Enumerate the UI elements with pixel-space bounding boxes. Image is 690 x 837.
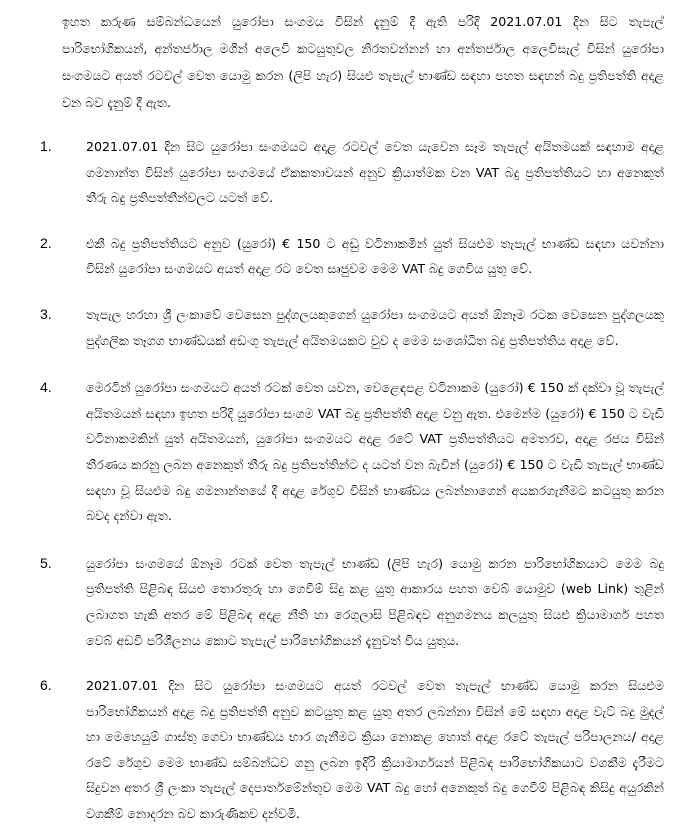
list-item [40, 551, 664, 653]
item-number: 1. [40, 138, 52, 154]
item-text: 2021.07.01 දින සිට යුරෝපා සංගමයට අදාළ රටවල් වෙත යැවෙන සෑම තැපැල් අයිතමයක් සඳහාම අදාළ ගමනාන්ත විසින් යුරෝපා සංගමයේ ඒකකතාවයන් අනුව ක්‍රියාත්මක වන VAT බදු ප්‍රතිපත්තියට හා අනෙකුත් තීරු බදු ප්‍රතිපත්තීන්වලට යටත් වේ. [86, 139, 664, 206]
item-text: යුරෝපා සංගමයේ ඕනෑම රටක් වෙත තැපැල් භාණ්ඩ (ලිපි හැර) යොමු කරන පාරිභෝගිකයාට මෙම බදු ප්‍රතිපත්ති පිළිබඳ සියළු තොරතුරු හා ගෙවීම් සිදු කළ යුතු ආකාරය පහත වෙබ් යොමුව (web Link) තුළින් ලබාගත හැකි අතර මේ පිළිබඳ අදාළ නීති හා රෙගුලාසි පිළිබඳව අනුගමනය කලයුතු සියළු ක්‍රියාමාර්ග පහත වෙබ් අඩවි පරිශීලනය කොට තැපැල් පාරිභෝගිකයන් දැනුවත් විය යුතුය. [86, 555, 664, 648]
list-item [40, 673, 664, 827]
item-number: 2. [40, 234, 52, 251]
item-number: 4. [40, 379, 52, 396]
list-item [40, 231, 664, 282]
item-text: තැපැල හරහා ශ්‍රී ලංකාවේ වෙසෙන පුද්ගලයකුගෙන් යුරෝපා සංගමයට අයත් ඕනෑම රටක වෙසෙන පුද්ගලයකු පුද්ගලික තෑගග භාණ්ඩයක් අඩංගු තැපැල් අයිතමයකට වුව ද මෙම සංශෝධිත බදු ප්‍රතිපත්තිය අදාළ වේ. [86, 306, 664, 348]
item-text: එකී බදු ප්‍රතිපත්තියට අනුව (යුරෝ) € 150 ට අඩු වටිනාකමින් යුත් සියළුම තැපැල් භාණ්ඩ සඳහා යවන්නා විසින් යුරෝපා සංගමයට අයත් අදාළ රට වෙත සෘජුවම මෙම VAT බදු ගෙවිය යුතු වේ. [86, 235, 664, 277]
list-item [40, 134, 664, 211]
item-number: 6. [40, 677, 52, 694]
item-text: මෙරටින් යුරෝපා සංගමයට අයත් රටක් වෙත යවන, වෙළෙඳපළ වටිනාකම (යුරෝ) € 150 ක් දක්වා වූ තැපැල් අයිතමයන් සඳහා ඉහත පරිදි යුරෝපා සංගම VAT බදු ප්‍රතිපත්ති අදාළ වනු ඇත. එමෙන්ම (යුරෝ) € 150 ට වැඩි වටිනාකමකින් යුත් අයිතමයන්, යුරෝපා සංගමයට අදාළ රටේ VAT ප්‍රතිපත්තියට අමතරව, අදාළ රජය විසින් තීරණය කරනු ලබන අනෙකුත් තීරු බදු ප්‍රතිපත්තින්ට ද යටත් වන බැවින් (යුරෝ) € 150 ට වැඩි තැපැල් භාණ්ඩ සඳහා වූ සියළුම බදු ගමනාන්තයේ දී අදාළ රේගුව විසින් භාණ්ඩය ලබන්නාගෙන් අයකරගැනීමට කටයුතු කරන බවද දන්වා ඇත. [86, 380, 664, 524]
list-item [40, 302, 664, 353]
item-number: 5. [40, 554, 52, 571]
item-text: 2021.07.01 දින සිට යුරෝපා සංගමයට අයත් රටවල් වෙත තැපැල් භාණ්ඩ යොමු කරන සියළුම පාරිභෝගිකයන් අදාළ බදු ප්‍රතිපත්ති අනුව කටයුතු කළ යුතු අතර ලබන්නා විසින් මේ සඳහා අදාළ වැට් බදු මුදල් හා මෙහෙයුම් ගාස්තු ගෙවා භාණ්ඩය භාර ගැනීමට ක්‍රියා නොකළ හොත් අදාළ රටේ තැපැල් පරිපාලනය/ අදාළ රටේ රේගුව මෙම භාණ්ඩ සම්බන්ධව ගනු ලබන ඉදිරි ක්‍රියාමාර්ගයන් පිළිබඳ පාරිභෝගිකයාට වගකීම දැරීමට සිදුවන අතර ශ්‍රී ලංකා තැපැල් දෙපාර්තමේන්තුව මෙම VAT බදු හෝ අනෙකුත් බදු ගෙවීම් පිළිබඳ කිසිදු අයුරකින් වගකීම් නොදරන බව කාරුණිකව දන්වමි. [86, 678, 664, 822]
policy-list [40, 134, 664, 827]
intro-paragraph: ඉහත කරුණ සම්බන්ධයෙන් යුරෝපා සංගමය විසින් දැනුම් දී ඇති පරිදි 2021.07.01 දින සිට තැපැල් පාරිභෝගිකයන්, අන්තර්ජාල මගින් අලෙවි කටයුතුවල නිරතවන්නන් හා අන්තර්ජාල අලෙවිසැල් විසින් යුරෝපා සංගමයට අයත් රටවල් වෙත යොමු කරන (ලිපි හැර) සියළු තැපැල් භාණ්ඩ සඳහා පහත සඳහන් බදු ප්‍රතිපත්ති අදාළ වන බව දැනුම් දී ඇත. [62, 14, 664, 110]
list-item [40, 375, 664, 529]
item-number: 3. [40, 305, 52, 322]
